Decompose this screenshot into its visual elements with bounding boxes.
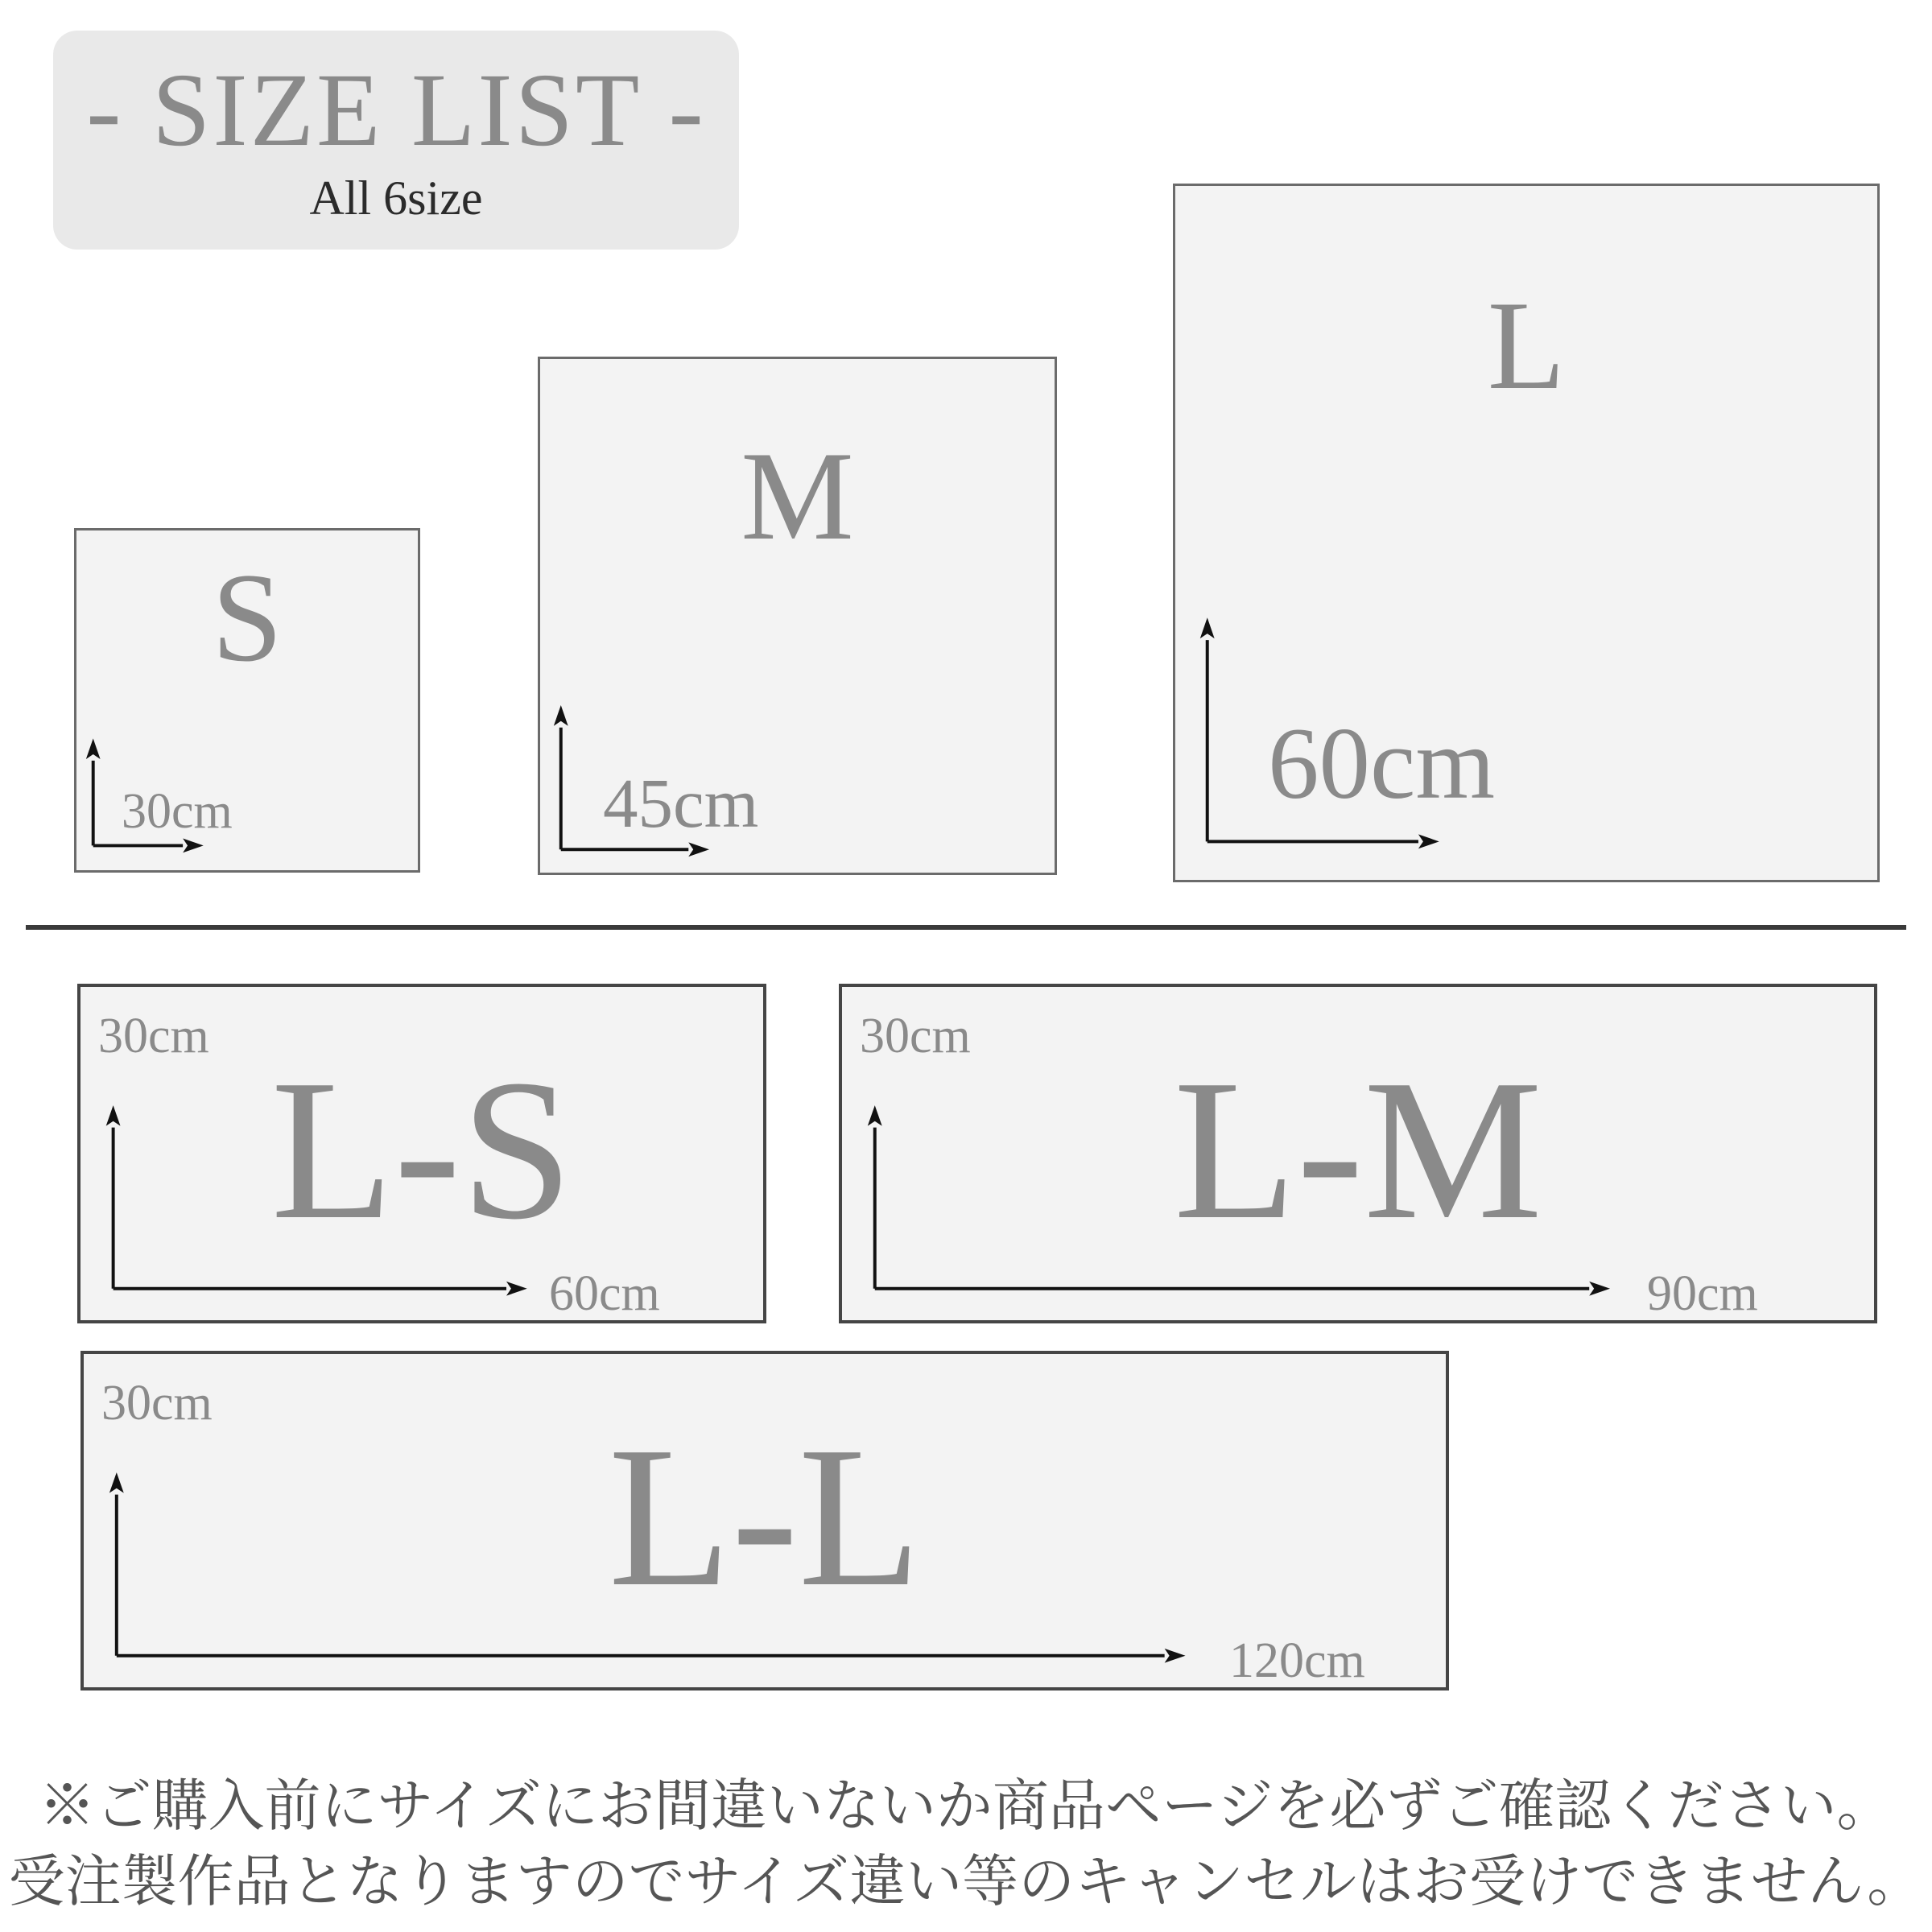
divider-line	[26, 925, 1906, 930]
page-title: - SIZE LIST -	[86, 52, 706, 168]
dimension-arrow-icon	[76, 530, 418, 870]
purchase-note-line: ※ご購入前にサイズにお間違いないか商品ページを必ずご確認ください。	[39, 1776, 1893, 1838]
width-dimension-label: 90cm	[1647, 1266, 1758, 1321]
width-dimension-label: 60cm	[549, 1266, 660, 1321]
size-list-header	[53, 31, 739, 250]
dimension-arrow-icon	[80, 987, 763, 1320]
size-box-m	[538, 357, 1057, 875]
size-box-s	[74, 528, 420, 873]
size-letter: S	[212, 547, 283, 688]
size-box-l-l	[80, 1351, 1449, 1690]
cancel-note-line: 受注製作品となりますのでサイズ違い等のキャンセルはお受けできません。	[8, 1852, 1924, 1913]
side-dimension-label: 30cm	[122, 784, 233, 839]
side-dimension-label: 45cm	[603, 764, 759, 842]
dimension-arrow-icon	[84, 1354, 1446, 1687]
width-dimension-label: 120cm	[1229, 1633, 1365, 1688]
dimension-arrow-icon	[540, 359, 1055, 873]
size-letter: L-L	[608, 1406, 922, 1629]
size-box-l-m	[839, 984, 1877, 1323]
size-letter: L	[1487, 275, 1566, 416]
size-box-l	[1173, 184, 1880, 882]
page-subtitle: All 6size	[309, 171, 483, 225]
side-dimension-label: 60cm	[1268, 708, 1496, 820]
height-dimension-label: 30cm	[860, 1009, 971, 1063]
height-dimension-label: 30cm	[101, 1376, 213, 1430]
size-box-l-s	[77, 984, 766, 1323]
dimension-arrow-icon	[842, 987, 1874, 1320]
dimension-arrow-icon	[1175, 186, 1877, 880]
size-letter: L-M	[1173, 1038, 1543, 1261]
size-letter: L-S	[270, 1038, 573, 1261]
size-letter: M	[741, 426, 854, 567]
height-dimension-label: 30cm	[98, 1009, 209, 1063]
